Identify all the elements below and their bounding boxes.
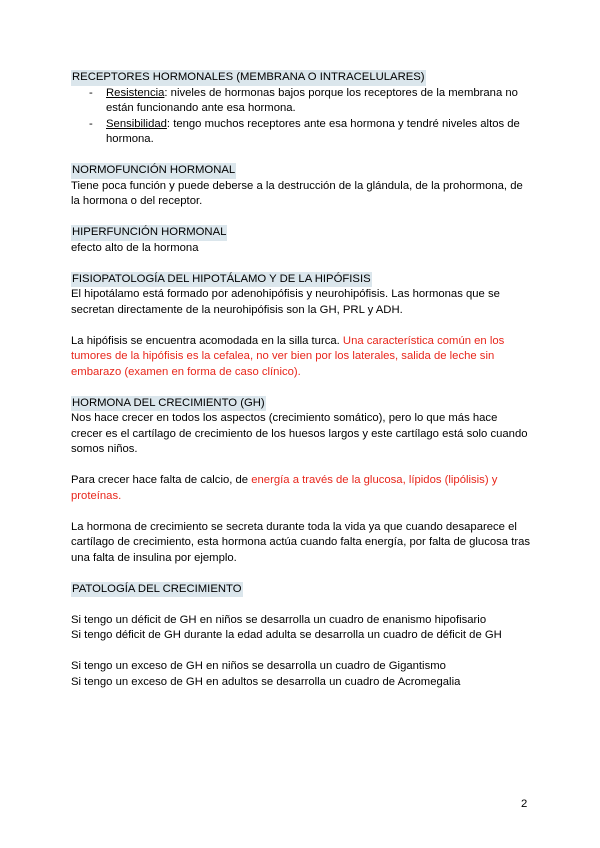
page-number: 2 [521, 798, 528, 810]
paragraph-text: La hipófisis se encuentra acomodada en la silla turca. [71, 334, 343, 347]
heading-fisiopatologia: FISIOPATOLOGÍA DEL HIPOTÁLAMO Y DE LA HIPÓFISIS [71, 272, 372, 288]
section-gh [71, 396, 531, 567]
paragraph: La hormona de crecimiento se secreta durante toda la vida ya que cuando desaparece el cartílago de crecimiento, esta hormona actúa cuando falta energía, por falta de glucosa tras una falta de insulina por ejemplo. [71, 520, 531, 564]
paragraph: El hipotálamo está formado por adenohipófisis y neurohipófisis. Las hormonas que se secretan directamente de la neurohipófisis son la GH, PRL y ADH. [71, 288, 500, 316]
term-sensibilidad: Sensibilidad [106, 117, 167, 130]
section-hiperfuncion [71, 225, 531, 256]
paragraph: Tiene poca función y puede deberse a la destrucción de la glándula, de la prohormona, de la hormona o del receptor. [71, 179, 523, 207]
dash-bullet: - [89, 86, 93, 99]
section-fisiopatologia [71, 272, 531, 381]
text-line: Si tengo déficit de GH durante la edad adulta se desarrolla un cuadro de déficit de GH [71, 629, 502, 641]
paragraph [71, 334, 531, 381]
section-patologia [71, 582, 531, 691]
highlight-text: energía a través de la glucosa, lípidos (lipólisis) y proteínas. [71, 474, 498, 502]
paragraph-text: Para crecer hace falta de calcio, de [71, 474, 252, 486]
section-normofuncion [71, 163, 531, 210]
heading-patologia: PATOLOGÍA DEL CRECIMIENTO [71, 582, 243, 598]
heading-receptores: RECEPTORES HORMONALES (MEMBRANA O INTRACELULARES) [71, 70, 426, 86]
text-line: Si tengo un déficit de GH en niños se desarrolla un cuadro de enanismo hipofisario [71, 613, 487, 626]
highlight-text: Una característica común en los tumores de la hipófisis es la cefalea, no ver bien por los laterales, salida de leche sin embarazo (examen en forma de caso clínico). [71, 334, 505, 378]
list-item [89, 86, 531, 117]
receptores-list [71, 86, 531, 148]
term-resistencia: Resistencia [106, 86, 165, 99]
definition-text: : niveles de hormonas bajos porque los receptores de la membrana no están funcionando ante esa hormona. [106, 86, 518, 114]
dash-bullet: - [89, 117, 93, 130]
heading-hiperfuncion: HIPERFUNCIÓN HORMONAL [71, 225, 227, 241]
paragraph: Nos hace crecer en todos los aspectos (crecimiento somático), pero lo que más hace crecer es el cartílago de crecimiento de los huesos largos y este cartílago está solo cuando somos niños. [71, 412, 528, 455]
heading-gh: HORMONA DEL CRECIMIENTO (GH) [71, 396, 266, 412]
paragraph [71, 473, 531, 504]
definition-text: : tengo muchos receptores ante esa hormona y tendré niveles altos de hormona. [106, 117, 520, 145]
text-line: Si tengo un exceso de GH en adultos se desarrolla un cuadro de Acromegalia [71, 675, 461, 688]
section-receptores [71, 70, 531, 148]
text-line: Si tengo un exceso de GH en niños se desarrolla un cuadro de Gigantismo [71, 660, 446, 672]
list-item [89, 117, 531, 148]
heading-normofuncion: NORMOFUNCIÓN HORMONAL [71, 163, 236, 179]
paragraph: efecto alto de la hormona [71, 241, 199, 254]
document-page [71, 70, 531, 690]
